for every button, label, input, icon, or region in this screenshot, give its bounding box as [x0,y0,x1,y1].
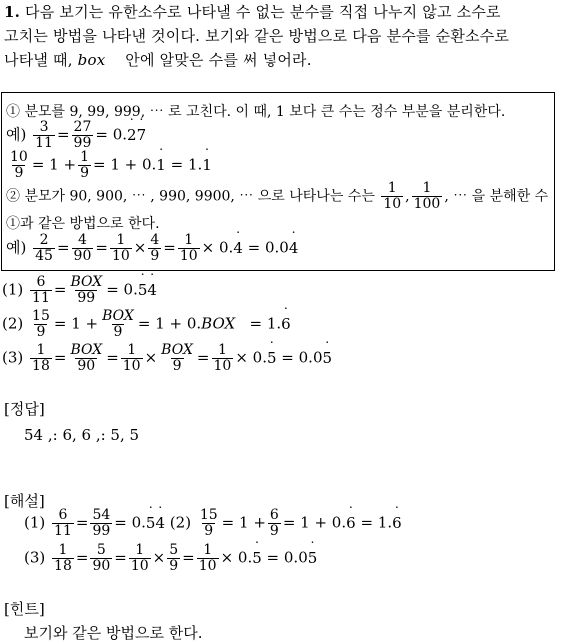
numerator: 27 [73,119,92,135]
denominator: 10 [179,248,198,264]
decimal-part: 0.0 [264,238,289,257]
numerator: 1 [127,342,137,358]
question-text-3a: 나타낼 때, [4,51,78,69]
example-3: 예) $\frac{2}{45}$ = $\frac{4}{90}$ = $\frac{1}{10}$ × $\frac{4}{9}$ = $\frac{1}{10}$ × 0.4 ˙ = 0.04 ˙ [6,233,298,264]
question-text-3b: 안에 알맞은 수를 써 넣어라. [125,51,312,69]
fraction [8,150,30,181]
denominator: 99 [92,523,111,539]
rule-1: ① 분모를 9, 99, 999, ⋯ 로 고친다. 이 때, 1 보다 큰 수는 정수 부분을 분리한다. [6,104,506,120]
solution-heading: [해설] [4,492,45,510]
fraction [90,543,112,574]
box-placeholder: BOX [201,314,236,333]
integer-part: 1 [49,155,59,174]
example-1: 예) $\frac{3}{11}$ = $\frac{27}{99}$ = 0.2 ˙7 ˙ [6,120,146,151]
numerator: BOX [161,342,193,358]
numerator: 1 [135,542,145,558]
denominator: 11 [35,135,53,151]
fraction [33,233,55,264]
repeat-digit: 4 ˙ [289,239,299,257]
example-3-label: 예) [6,238,27,257]
repeat-digit: 5 ˙ [308,549,318,567]
fraction [30,343,52,374]
denominator: 18 [32,358,50,374]
numerator: 3 [39,119,49,135]
repeat-digit: 4 ˙ [155,514,165,532]
decimal-part: 0.0 [298,348,323,367]
denominator: 9 [14,165,24,181]
hint-heading: [힌트] [4,600,45,618]
repeat-digit: 5 ˙ [138,281,148,299]
question-line-2 [4,26,509,47]
repeat-digit: 6 ˙ [346,514,356,532]
numerator: BOX [70,342,103,358]
numerator: 1 [116,232,126,248]
fraction [148,233,161,264]
fraction [33,120,55,151]
rule-2-text: ② 분모가 90, 900, ⋯ , 990, 9900, ⋯ 으로 나타나는 수는 [6,188,375,205]
denominator: 100 [413,196,441,212]
question-number: 1. [4,3,21,21]
denominator: 9 [36,324,46,340]
numerator: 54 [92,507,111,523]
numerator: 4 [150,232,160,248]
fraction [110,233,132,264]
fraction [52,543,74,574]
fraction [178,233,200,264]
decimal-part: 0. [131,513,146,532]
decimal-part: 1. [187,155,203,174]
fraction [68,343,104,374]
decimal-part: 1 + 0. [155,314,202,333]
repeat-digit: 4 ˙ [147,281,157,299]
denominator: 10 [198,558,217,574]
denominator: 10 [383,196,402,212]
denominator: 10 [111,248,130,264]
problem-label: (1) [2,280,24,299]
decimal-part: 0. [123,280,138,299]
fraction [30,275,52,306]
decimal-part: 1. [266,314,282,333]
fraction [412,181,443,212]
decimal-part: 1 + 0. [300,513,347,532]
denominator: 10 [122,358,141,374]
fraction [197,543,219,574]
decimal-part: 0. [252,348,267,367]
repeat-digit: 4 ˙ [233,239,243,257]
question-line-1 [4,2,501,23]
numerator: 10 [10,149,28,165]
rule-2-line-2: ①과 같은 방법으로 한다. [6,216,160,232]
denominator: 99 [77,290,96,306]
decimal-part: 0. [219,238,234,257]
denominator: 90 [73,248,92,264]
fraction [198,508,220,539]
numerator: 5 [96,542,106,558]
repeat-digit: 1 ˙ [202,156,212,174]
fraction [212,343,234,374]
repeat-digit: 5 ˙ [146,514,156,532]
example-1-label: 예) [6,125,27,144]
numerator: 6 [269,507,279,523]
fraction [121,343,143,374]
solution-label: (1) [24,513,46,532]
hint-text: 보기와 같은 방법으로 한다. [24,624,203,642]
problem-label: (3) [2,348,24,367]
solution-label: (2) [169,513,192,532]
fraction [381,181,403,212]
decimal-part: 1 + 0. [110,155,157,174]
denominator: 9 [150,248,160,264]
fraction [100,309,136,340]
problem-1: (1) $\frac{6}{11}$ = $\frac{\text{BOX}}{99}$ = 0.5 ˙4 ˙ [2,275,157,306]
numerator: 1 [422,180,432,196]
rule-2: ② 분모가 90, 900, ⋯ , 990, 9900, ⋯ 으로 나타나는 수는 $\frac{1}{10}$ , $\frac{1}{100}$ , ⋯ 을 분해한 수 [6,180,549,212]
denominator: 18 [54,558,72,574]
denominator: 9 [113,324,123,340]
answer-text: 54 ,: 6, 6 ,: 5, 5 [24,426,140,444]
fraction [90,508,112,539]
numerator: BOX [70,274,103,290]
numerator: 1 [80,149,89,165]
numerator: 4 [77,232,87,248]
denominator: 9 [269,523,279,539]
denominator: 11 [54,523,72,539]
repeat-digit: 1 ˙ [156,156,166,174]
repeat-digit: 5 ˙ [267,349,277,367]
repeat-digit: 2 ˙ [127,126,137,144]
question-text-2: 고치는 방법을 나타낸 것이다. 보기와 같은 방법으로 다음 분수를 순환소수로 [4,27,510,45]
numerator: 15 [199,507,218,523]
denominator: 90 [77,358,96,374]
denominator: 9 [204,523,214,539]
decimal-part: 0.0 [283,548,308,567]
fraction [72,233,94,264]
decimal-part: 1. [377,513,393,532]
numerator: 1 [58,542,68,558]
fraction [159,343,195,374]
denominator: 10 [130,558,149,574]
fraction [167,543,180,574]
numerator: 1 [184,232,194,248]
solution-line-1: (1) $\frac{6}{11}$ = $\frac{54}{99}$ = 0.5 ˙4 ˙ (2) $\frac{15}{9}$ = 1 + $\frac{6}{9}$ = 1 + 0.6 ˙ = 1.6 ˙ [24,508,402,539]
fraction [129,543,151,574]
example-2: $\frac{10}{9}$ = 1 + $\frac{1}{9}$ = 1 + 0.1 ˙ = 1.1 ˙ [6,150,212,181]
denominator: 99 [73,135,92,151]
repeat-digit: 6 ˙ [392,514,402,532]
numerator: 1 [387,180,397,196]
numerator: BOX [102,308,134,324]
question-text-1: 다음 보기는 유한소수로 나타낼 수 없는 분수를 직접 나누지 않고 소수로 [25,3,501,21]
repeat-digit: 5 ˙ [323,349,333,367]
numerator: 5 [169,542,179,558]
repeat-digit: 5 ˙ [252,549,262,567]
repeat-digit: 7 ˙ [137,126,147,144]
integer-part: 1 [239,513,249,532]
denominator: 9 [169,558,179,574]
fraction [268,508,281,539]
solution-label: (3) [24,548,46,567]
denominator: 90 [92,558,111,574]
denominator: 9 [80,165,89,181]
repeat-digit: 6 ˙ [281,315,291,333]
numerator: 6 [58,507,68,523]
fraction [68,275,104,306]
question-box-word: box [77,51,106,69]
decimal-part: 0. [237,548,253,567]
answer-heading: [정답] [4,400,45,418]
numerator: 1 [217,342,227,358]
numerator: 1 [203,542,213,558]
denominator: 45 [35,248,53,264]
problem-2: (2) $\frac{15}{9}$ = 1 + $\frac{\text{BOX}}{9}$ = 1 + 0.BOX = 1.6 ˙ [2,309,291,340]
rule-2-tail: , ⋯ 을 분해한 수 [444,188,549,205]
fraction [52,508,74,539]
denominator: 11 [32,290,50,306]
question-line-3 [4,50,312,71]
fraction [30,309,52,340]
fraction [78,150,91,181]
problem-3: (3) $\frac{1}{18}$ = $\frac{\text{BOX}}{90}$ = $\frac{1}{10}$ × $\frac{\text{BOX}}{9}$ = $\frac{1}{10}$ × 0.5 ˙ = 0.05 ˙ [2,343,332,374]
problem-label: (2) [2,314,24,333]
integer-part: 1 [71,314,81,333]
denominator: 9 [172,358,182,374]
decimal-part: 0. [112,125,128,144]
numerator: 15 [32,308,50,324]
numerator: 6 [36,274,46,290]
numerator: 2 [39,232,49,248]
denominator: 10 [213,358,232,374]
numerator: 1 [36,342,46,358]
solution-line-2: (3) $\frac{1}{18}$ = $\frac{5}{90}$ = $\frac{1}{10}$ × $\frac{5}{9}$ = $\frac{1}{10}$ × 0.5 ˙ = 0.05 ˙ [24,543,317,574]
fraction [72,120,94,151]
